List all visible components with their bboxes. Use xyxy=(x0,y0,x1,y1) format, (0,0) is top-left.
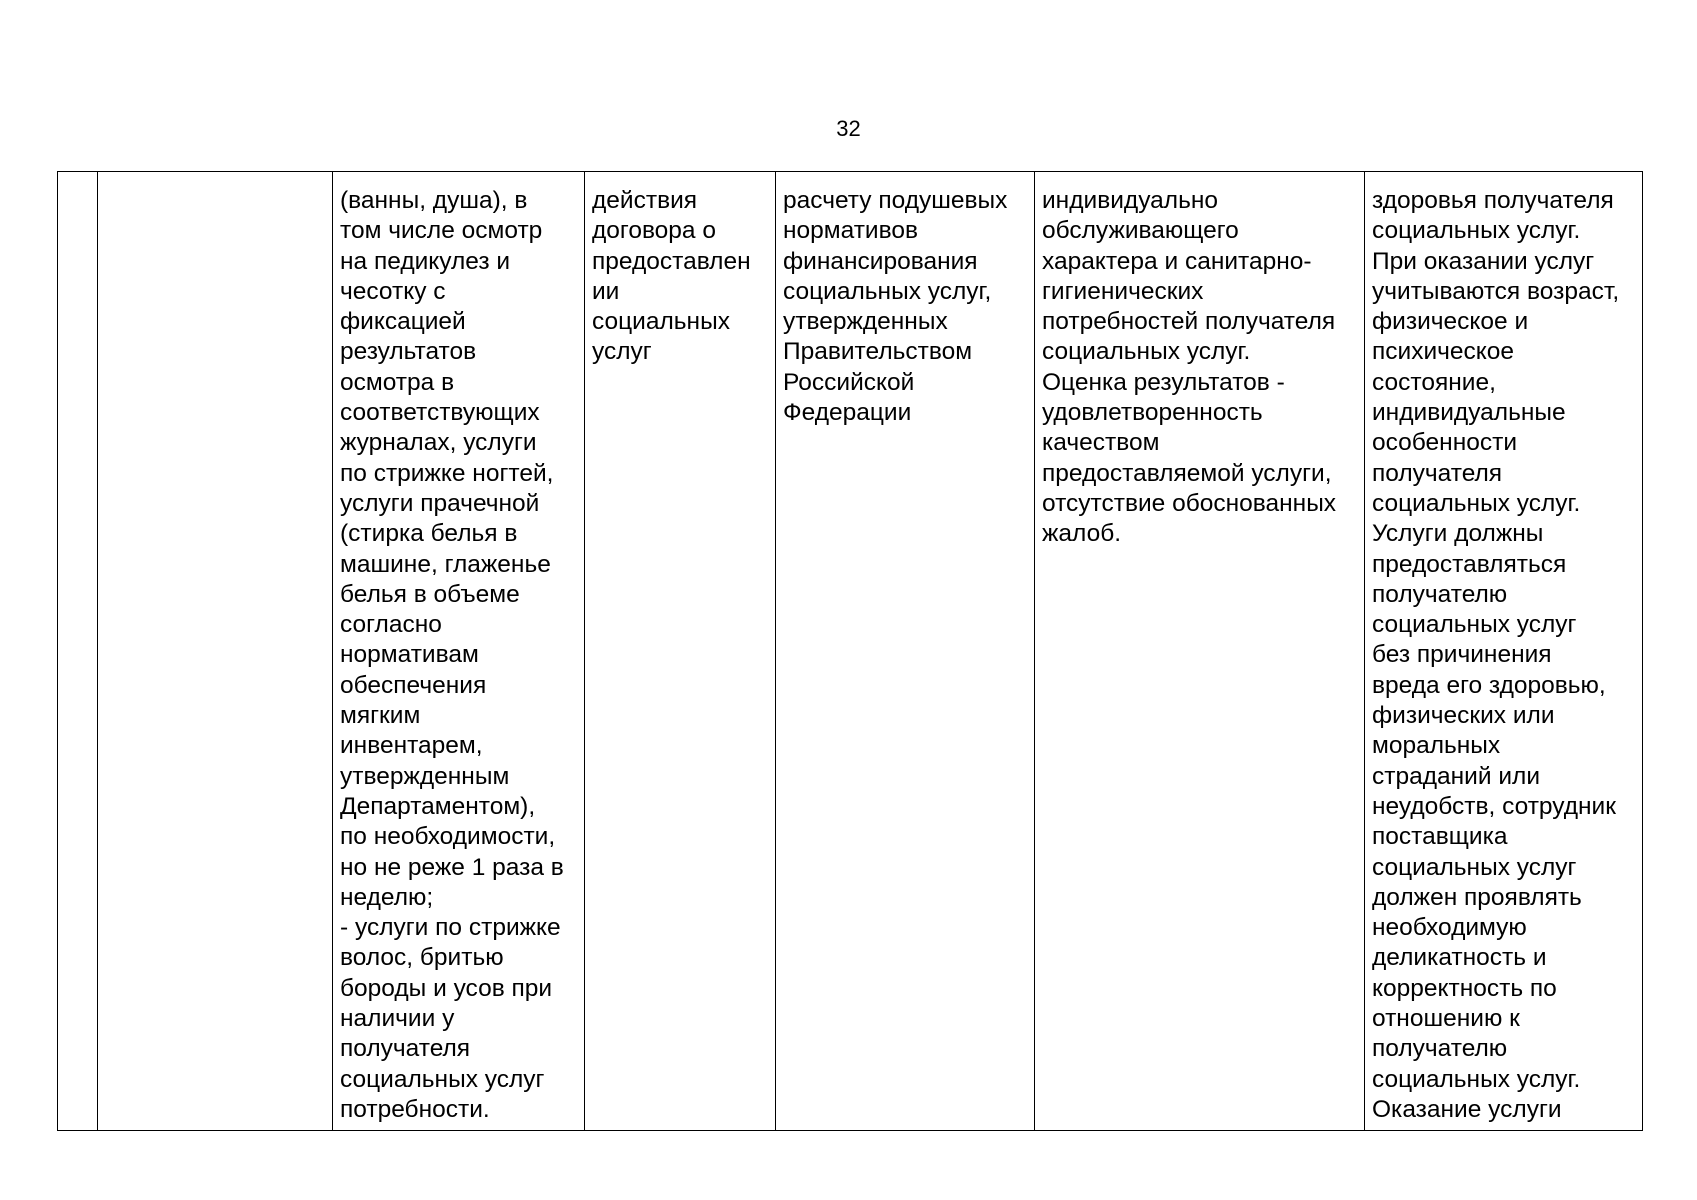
table-cell-service-description xyxy=(333,172,585,1131)
conditions-text: здоровья получателя социальных услуг. При оказании услуг учитываются возраст, физическое и психическое состояние, индивидуальные особенности получателя социальных услуг. Услуги должны предоставляться получателю социальных услуг без причинения вреда его здоровью, физических или моральных страданий или неудобств, сотрудник поставщика социальных услуг должен проявлять необходимую деликатность и корректность по отношению к получателю социальных услуг. Оказание услуги xyxy=(1372,187,1620,1123)
quality-indicators-text: индивидуально обслуживающего характера и санитарно- гигиенических потребностей получателя социальных услуг. Оценка результатов - удовлетворенность качеством предоставляемой услуги, отсутствие обоснованных жалоб. xyxy=(1042,187,1337,548)
table-cell-rate xyxy=(776,172,1035,1131)
table-cell-term xyxy=(585,172,776,1131)
page-number: 32 xyxy=(836,116,861,141)
table-row xyxy=(58,172,1643,1131)
document-table xyxy=(57,171,1643,1131)
term-text: действия договора о предоставлен ии социальных услуг xyxy=(592,187,751,366)
table-cell-service-name xyxy=(98,172,333,1131)
rate-text: расчету подушевых нормативов финансирования социальных услуг, утвержденных Правительством Российской Федерации xyxy=(783,187,1008,427)
table-cell-number xyxy=(58,172,98,1131)
service-description-text: (ванны, душа), в том числе осмотр на педикулез и чесотку с фиксацией результатов осмотра в соответствующих журналах, услуги по стрижке ногтей, услуги прачечной (стирка белья в машине, глаженье белья в объеме согласно нормативам обеспечения мягким инвентарем, утвержденным Департаментом), по необходимости, но не реже 1 раза в неделю; - услуги по стрижке волос, бритью бороды и усов при наличии у получателя социальных услуг потребности. xyxy=(340,187,564,1123)
table-cell-conditions xyxy=(1365,172,1643,1131)
table-cell-quality-indicators xyxy=(1035,172,1365,1131)
